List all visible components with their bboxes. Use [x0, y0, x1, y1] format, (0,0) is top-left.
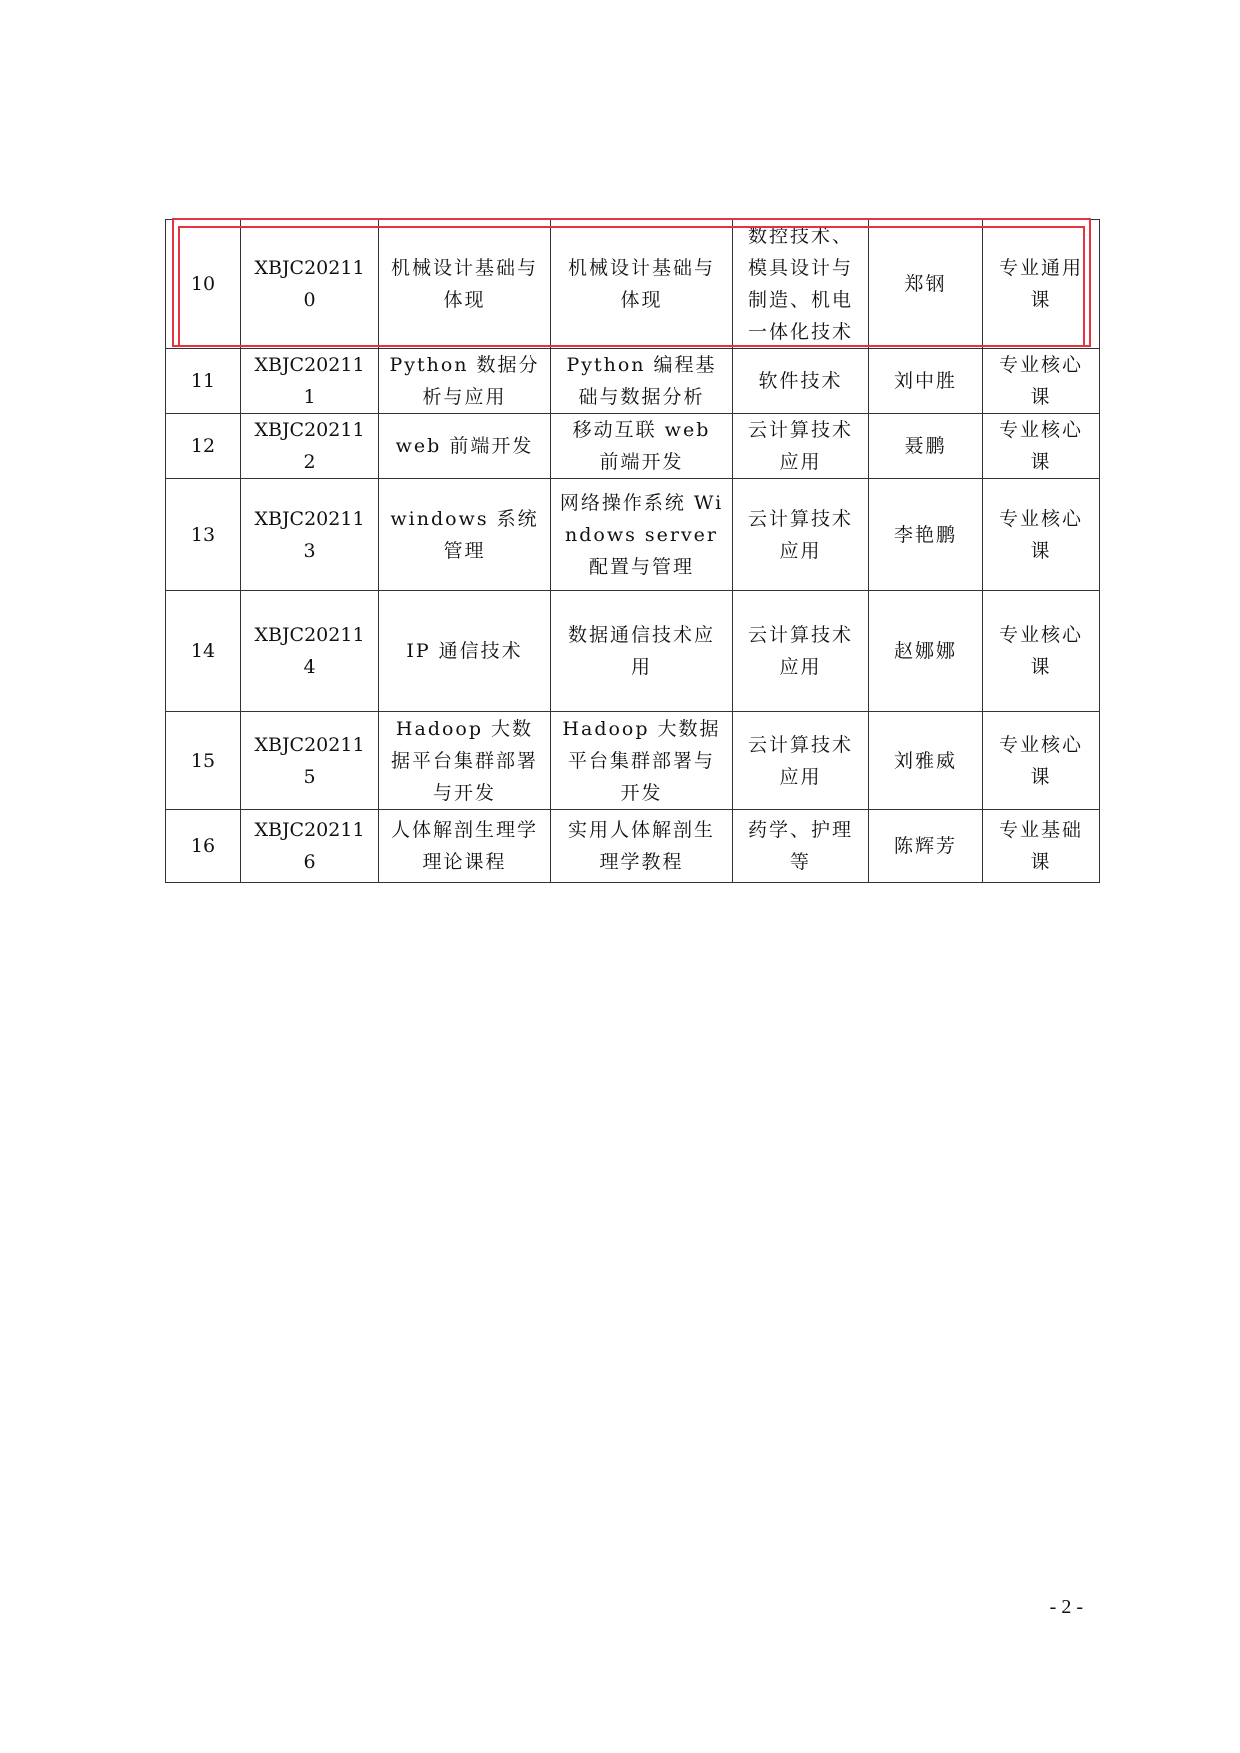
major-name: 数控技术、模具设计与制造、机电一体化技术 [733, 220, 869, 349]
table-row [166, 712, 1100, 810]
table-row [166, 479, 1100, 591]
course-type: 专业核心课 [983, 712, 1100, 810]
teacher-name: 郑钢 [869, 220, 983, 349]
row-number: 16 [166, 810, 241, 883]
course-name: web 前端开发 [379, 414, 551, 479]
major-name: 软件技术 [733, 349, 869, 414]
course-name: 机械设计基础与体现 [379, 220, 551, 349]
course-type: 专业基础课 [983, 810, 1100, 883]
course-name: Python 数据分析与应用 [379, 349, 551, 414]
textbook-name: 移动互联 web 前端开发 [551, 414, 733, 479]
course-code: XBJC202113 [241, 479, 379, 591]
major-name: 云计算技术应用 [733, 712, 869, 810]
course-code: XBJC202114 [241, 591, 379, 712]
course-code: XBJC202115 [241, 712, 379, 810]
course-type: 专业核心课 [983, 349, 1100, 414]
course-name: 人体解剖生理学理论课程 [379, 810, 551, 883]
textbook-name: 实用人体解剖生理学教程 [551, 810, 733, 883]
course-table [165, 219, 1100, 883]
teacher-name: 刘雅威 [869, 712, 983, 810]
course-type: 专业核心课 [983, 414, 1100, 479]
page-number: - 2 - [1049, 1596, 1083, 1618]
course-name: windows 系统管理 [379, 479, 551, 591]
textbook-name: Python 编程基础与数据分析 [551, 349, 733, 414]
major-name: 云计算技术应用 [733, 591, 869, 712]
course-code: XBJC202116 [241, 810, 379, 883]
table-row [166, 591, 1100, 712]
teacher-name: 聂鹏 [869, 414, 983, 479]
row-number: 15 [166, 712, 241, 810]
course-name: IP 通信技术 [379, 591, 551, 712]
textbook-name: 数据通信技术应用 [551, 591, 733, 712]
teacher-name: 李艳鹏 [869, 479, 983, 591]
course-code: XBJC202111 [241, 349, 379, 414]
course-code: XBJC202110 [241, 220, 379, 349]
textbook-name: Hadoop 大数据平台集群部署与开发 [551, 712, 733, 810]
table-row [166, 414, 1100, 479]
course-type: 专业核心课 [983, 591, 1100, 712]
course-name: Hadoop 大数据平台集群部署与开发 [379, 712, 551, 810]
textbook-name: 网络操作系统 Windows server 配置与管理 [551, 479, 733, 591]
table-row [166, 220, 1100, 349]
teacher-name: 赵娜娜 [869, 591, 983, 712]
table-row [166, 810, 1100, 883]
row-number: 10 [166, 220, 241, 349]
course-code: XBJC202112 [241, 414, 379, 479]
major-name: 云计算技术应用 [733, 479, 869, 591]
major-name: 药学、护理等 [733, 810, 869, 883]
row-number: 14 [166, 591, 241, 712]
row-number: 13 [166, 479, 241, 591]
teacher-name: 陈辉芳 [869, 810, 983, 883]
row-number: 11 [166, 349, 241, 414]
table-row [166, 349, 1100, 414]
course-type: 专业通用课 [983, 220, 1100, 349]
major-name: 云计算技术应用 [733, 414, 869, 479]
textbook-name: 机械设计基础与体现 [551, 220, 733, 349]
course-type: 专业核心课 [983, 479, 1100, 591]
teacher-name: 刘中胜 [869, 349, 983, 414]
row-number: 12 [166, 414, 241, 479]
